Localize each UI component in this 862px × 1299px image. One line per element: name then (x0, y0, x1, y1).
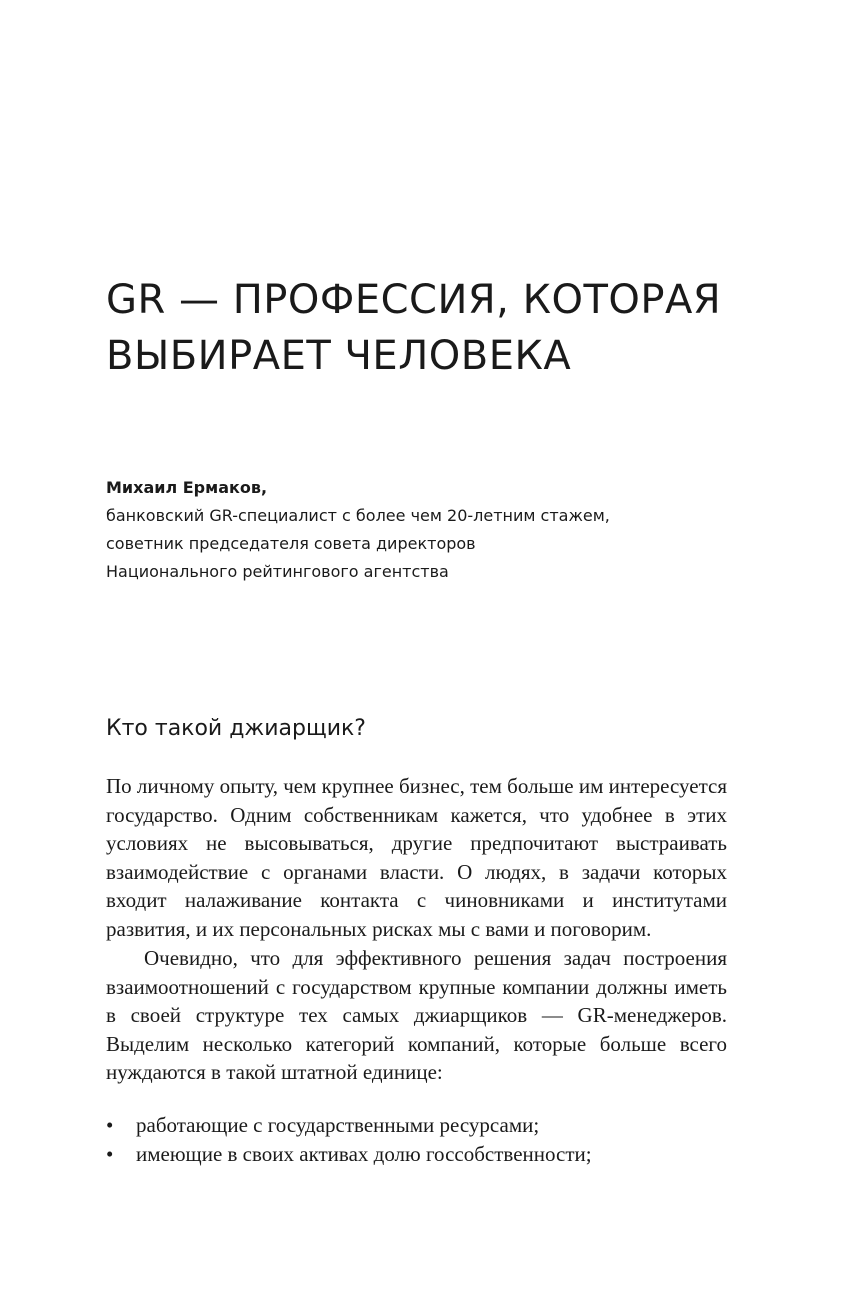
paragraph-text: По личному опыту, чем крупнее бизнес, тем больше им интересуется государство. Одним собственникам кажется, что удобнее в этих условиях не высовываться, другие предпочитают выстраивать взаимодействие с органами власти. О людях, в задачи которых входит налаживание контакта с чиновниками и институтами развития, и их персональных рисках мы с вами и поговорим. (106, 774, 727, 941)
list-item (106, 1111, 746, 1140)
author-bio-line: банковский GR-специалист с более чем 20-летним стажем, (106, 506, 610, 525)
chapter-title-line-1: GR — ПРОФЕССИЯ, КОТОРАЯ (106, 277, 722, 323)
bullet-list (106, 1111, 746, 1168)
author-block (106, 474, 746, 586)
author-name: Михаил Ермаков, (106, 478, 268, 497)
author-bio-line: Национального рейтингового агентства (106, 562, 449, 581)
section-heading: Кто такой джиарщик? (106, 716, 366, 741)
bullet-marker: • (106, 1141, 114, 1166)
paragraph-text: Очевидно, что для эффективного решения задач построения взаимоотношений с государством крупные компании должны иметь в своей структуре тех самых джиарщиков — GR-менеджеров. Выделим несколько категорий компаний, которые больше всего нуждаются в такой штатной единице: (106, 946, 727, 1085)
list-item-text: работающие с государственными ресурсами; (136, 1113, 540, 1137)
list-item-text: имеющие в своих активах долю госсобственности; (136, 1141, 592, 1166)
chapter-title (106, 272, 786, 384)
author-bio-line: советник председателя совета директоров (106, 534, 476, 553)
body-paragraph-2 (106, 944, 727, 1087)
body-paragraph-1 (106, 772, 727, 944)
bullet-marker: • (106, 1113, 114, 1137)
list-item (106, 1140, 746, 1169)
chapter-title-line-2: ВЫБИРАЕТ ЧЕЛОВЕКА (106, 333, 572, 379)
